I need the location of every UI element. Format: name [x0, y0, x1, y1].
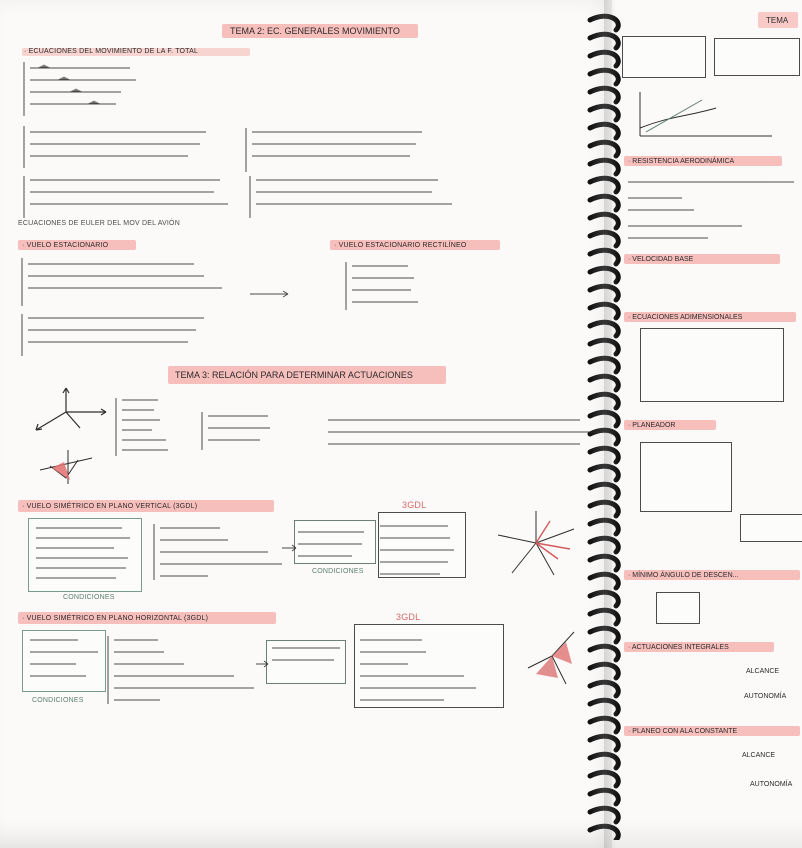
label-3gdl-a: 3GDL	[402, 500, 427, 510]
page-gutter-shadow	[604, 0, 616, 848]
label-condiciones-a: CONDICIONES	[63, 594, 115, 601]
handwriting-block-mid	[16, 254, 486, 364]
right-label-autonomia-1: AUTONOMÍA	[744, 693, 787, 700]
handwriting-block-top	[18, 58, 603, 233]
right-box-planeador-2	[740, 514, 802, 542]
right-section-resistencia: · RESISTENCIA AERODINÁMICA	[628, 158, 735, 165]
vector-diagram-vertical	[486, 505, 596, 581]
handwriting-block-horizontal	[24, 632, 584, 712]
tema3-title: TEMA 3: RELACIÓN PARA DETERMINAR ACTUACIONES	[175, 370, 413, 380]
right-section-velocidad: · VELOCIDAD BASE	[628, 256, 694, 263]
right-box-planeador	[640, 442, 732, 512]
right-section-ecuaciones: · ECUACIONES ADIMENSIONALES	[628, 314, 743, 321]
bottom-shadow	[0, 820, 802, 848]
right-box-1	[622, 36, 706, 78]
right-box-2	[714, 38, 800, 76]
label-condiciones-b: CONDICIONES	[312, 568, 364, 575]
vector-diagram-horizontal	[514, 622, 604, 692]
right-tema: TEMA	[766, 16, 789, 25]
right-section-actuaciones: · ACTUACIONES INTEGRALES	[628, 644, 729, 651]
section-vuelo-estacionario-rectilineo: · VUELO ESTACIONARIO RECTILÍNEO	[334, 242, 467, 249]
right-label-autonomia-2: AUTONOMÍA	[750, 781, 793, 788]
left-note-2: ECUACIONES DE EULER DEL MOV DEL AVIÓN	[18, 220, 180, 227]
right-section-minimo: · MÍNIMO ÁNGULO DE DESCEN...	[628, 572, 739, 579]
right-label-alcance-1: ALCANCE	[746, 668, 780, 675]
section-simetrico-vertical: · VUELO SIMÉTRICO EN PLANO VERTICAL (3GDL)	[22, 503, 198, 510]
aircraft-sketch	[32, 440, 102, 492]
section-vuelo-estacionario: · VUELO ESTACIONARIO	[22, 242, 109, 249]
left-title: TEMA 2: EC. GENERALES MOVIMIENTO	[230, 26, 400, 36]
right-block-1	[622, 172, 802, 252]
label-condiciones-c: CONDICIONES	[32, 697, 84, 704]
axes-diagram-top	[18, 382, 114, 442]
right-box-minimo	[656, 592, 700, 624]
label-3gdl-b: 3GDL	[396, 612, 421, 622]
right-section-planeador: · PLANEADOR	[628, 422, 676, 429]
left-note-1: · ECUACIONES DEL MOVIMIENTO DE LA F. TOTAL	[24, 48, 199, 55]
handwriting-block-tema3	[110, 394, 600, 466]
right-box-ecuaciones	[640, 328, 784, 402]
right-section-planeo: · PLANEO CON ALA CONSTANTE	[628, 728, 738, 735]
right-label-alcance-2: ALCANCE	[742, 752, 776, 759]
right-graph	[630, 86, 790, 148]
section-simetrico-horizontal: · VUELO SIMÉTRICO EN PLANO HORIZONTAL (3GDL)	[22, 615, 209, 622]
